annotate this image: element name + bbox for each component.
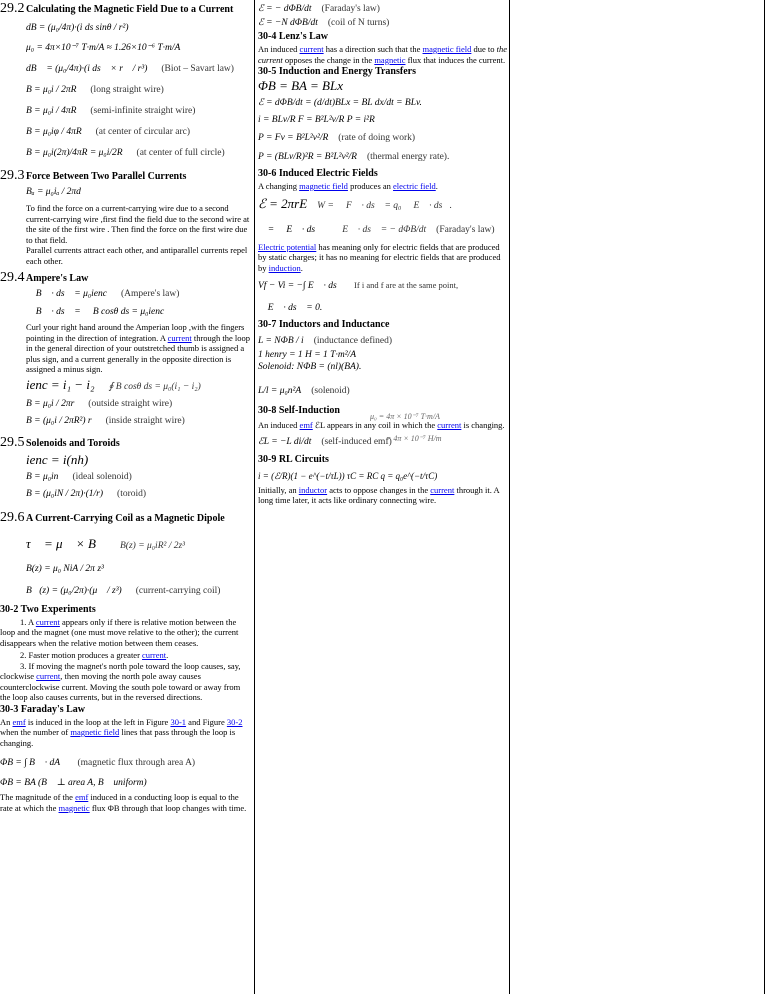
section-29-5-heading: [0, 435, 252, 451]
link-emf[interactable]: emf: [12, 716, 26, 727]
equation: B⃗(z) = (μ₀/2π)·(μ⃗ / z³) (current-carrying coil): [26, 585, 221, 596]
link-magnetic[interactable]: magnetic: [58, 802, 90, 813]
equation: Bₐ = μ₀iₐ / 2πd: [26, 187, 81, 197]
equation: ℰ = 2πrE W = ∮ F⃗ · ds⃗ = q₀ ∮ E⃗ · ds⃗.: [258, 195, 453, 211]
equation: ∮ B⃗ · ds⃗ = ∮ B cosθ ds = μ₀ienc: [26, 307, 165, 317]
link-current[interactable]: current: [299, 44, 324, 54]
section-30-6-heading: 30-6 Induced Electric Fields: [258, 168, 378, 179]
equation: P = Fv = B²L²v²/R (rate of doing work): [258, 133, 416, 143]
equation: dB⃗ = (μ₀/4π)·(i ds⃗ × r⃗ / r³) (Biot – Savart law): [26, 64, 234, 74]
equation: i = BLv/R F = B²L²v/R P = i²R: [258, 115, 375, 125]
equation: ∮ E⃗ · ds⃗ = 0.: [258, 303, 323, 313]
equation: ΦB = ∫ B⃗ · dA⃗ (magnetic flux through area A): [0, 758, 196, 768]
link-electric-field[interactable]: electric field: [393, 181, 436, 191]
link-inductor[interactable]: inductor: [298, 484, 328, 495]
equation: B(z) = μ₀ NiA / 2π z³: [26, 563, 104, 574]
equation: 1 henry = 1 H = 1 T·m²/A: [258, 350, 356, 360]
paragraph: An emf is induced in the loop at the left in Figure 30-1 and Figure 30-2 when the number of magnetic field lines that pass through the loop is changing.: [0, 716, 243, 748]
section-title: Calculating the Magnetic Field Due to a Current: [26, 4, 234, 15]
link-magnetic[interactable]: magnetic: [374, 54, 406, 65]
section-30-5-heading: 30-5 Induction and Energy Transfers: [258, 66, 416, 77]
section-30-4-heading: 30-4 Lenz's Law: [258, 31, 328, 42]
paragraph: Electric potential has meaning only for electric fields that are produced by static charges; it has no meaning for electric fields that are produced by induction.: [258, 241, 501, 273]
paragraph: 3. If moving the magnet's north pole toward the loop causes, say, clockwise current, then moving the north pole away causes counterclockwise current. Moving the south pole toward or away from the loop also causes currents, but in the reversed directions.: [0, 660, 241, 702]
section-30-9-heading: 30-9 RL Circuits: [258, 453, 329, 465]
link-electric-potential[interactable]: Electric potential: [258, 241, 317, 252]
equation: ∮ B⃗ · ds⃗ = μ₀ienc (Ampere's law): [26, 289, 180, 299]
link-magnetic-field[interactable]: magnetic field: [422, 44, 472, 54]
section-number: 29.6: [0, 509, 25, 525]
link-current[interactable]: current: [36, 671, 61, 681]
section-30-8-heading: 30-8 Self-Induction: [258, 405, 340, 416]
paragraph: An induced emf ℰL appears in any coil in which the current is changing.: [258, 420, 505, 430]
paragraph: Curl your right hand around the Amperian loop ,with the fingers pointing in the direction of integration. A current through the loop in the general direction of your outstretched thumb is assigned a plus sign, and a current generally in the opposite direction is assigned a minus sign.: [26, 322, 251, 374]
paragraph: To find the force on a current-carrying wire due to a second current-carrying wire ,first find the field due to the second wire at the site of the first wire . Then find the force on the first wire due to that field.: [26, 203, 250, 245]
paragraph: 2. Faster motion produces a greater current.: [20, 650, 169, 660]
side-note: = 4π × 10⁻⁷ H/m: [386, 434, 442, 443]
equation: i = (ℰ/R)(1 − e^(−t/τL)) τC = RC q = q₀e^(−t/τC): [258, 470, 438, 481]
section-number: 29.2: [0, 1, 25, 16]
left-column: [0, 0, 252, 813]
paragraph: A changing magnetic field produces an electric field.: [258, 181, 438, 191]
section-29-3-heading: [0, 168, 252, 184]
section-title: A Current-Carrying Coil as a Magnetic Dipole: [26, 512, 225, 524]
link-emf[interactable]: emf: [299, 420, 313, 430]
section-29-4-heading: [0, 270, 252, 286]
section-29-6-heading: [0, 510, 252, 526]
section-30-7-heading: 30-7 Inductors and Inductance: [258, 319, 390, 330]
link-current[interactable]: current: [35, 616, 60, 627]
equation: τ⃗ = μ⃗ × B⃗ B(z) = μ₀iR² / 2z³: [26, 535, 186, 551]
equation: B = (μ₀iN / 2π)·(1/r) (toroid): [26, 488, 147, 499]
equation: L/l = μ₀n²A (solenoid): [258, 386, 350, 396]
column-divider-right: [764, 0, 765, 994]
link-figure-30-1[interactable]: 30-1: [170, 716, 187, 727]
paragraph: An induced current has a direction such that the magnetic field due to the current opposes the change in the magnetic flux that induces the current.: [258, 44, 508, 65]
link-current[interactable]: current: [430, 484, 455, 495]
section-title: Solenoids and Toroids: [26, 437, 120, 449]
equation: ℰ = − dΦB/dt (Faraday's law): [258, 4, 380, 14]
equation: μ₀ = 4π×10⁻⁷ T·m/A ≈ 1.26×10⁻⁶ T·m/A: [26, 43, 181, 53]
section-30-2-heading: 30-2 Two Experiments: [0, 603, 96, 615]
equation: P = (BLv/R)²R = B²L²v²/R (thermal energy rate).: [258, 152, 450, 162]
column-divider-left: [254, 0, 255, 994]
equation: B = μ₀i / 4πR (semi-infinite straight wire): [26, 106, 196, 116]
section-30-3-heading: 30-3 Faraday's Law: [0, 703, 85, 715]
equation: ienc = i(nh): [26, 451, 89, 467]
side-note: μ₀ = 4π × 10⁻⁷ T·m/A: [370, 412, 440, 421]
equation: B = μ₀i(2π)/4πR = μ₀i/2R (at center of full circle): [26, 148, 225, 158]
link-figure-30-2[interactable]: 30-2: [226, 716, 243, 727]
equation: B = μ₀in (ideal solenoid): [26, 471, 132, 482]
paragraph: The magnitude of the emf induced in a conducting loop is equal to the rate at which the magnetic flux ΦB through that loop changes with time.: [0, 792, 247, 813]
paragraph: 1. A current appears only if there is relative motion between the loop and the magnet (one must move relative to the other); the current disappears when the relative motion between them ceases.: [0, 616, 239, 648]
equation: ΦB = BA = BLx: [258, 78, 343, 93]
equation: ienc = i₁ − i₂ ∮ B cosθ ds = μ₀(i₁ − i₂): [26, 376, 201, 392]
equation: ℰ = −N dΦB/dt (coil of N turns): [258, 18, 390, 28]
equation: dB = (μ₀/4π)·(i ds sinθ / r²): [26, 23, 129, 33]
section-number: 29.5: [0, 434, 25, 450]
equation: ℰ = ∮ E⃗ · ds⃗ ∮ E⃗ · ds⃗ = − dΦB/dt (Faraday's law): [258, 224, 495, 235]
section-title: Force Between Two Parallel Currents: [26, 171, 187, 182]
equation: Solenoid: NΦB = (nl)(BA).: [258, 362, 362, 372]
paragraph: Parallel currents attract each other, and antiparallel currents repel each other.: [26, 245, 248, 266]
section-29-2-equations: [0, 18, 252, 164]
link-magnetic-field[interactable]: magnetic field: [70, 727, 120, 737]
link-induction[interactable]: induction: [268, 262, 301, 273]
link-current[interactable]: current: [167, 332, 192, 343]
section-title: Ampere's Law: [26, 273, 89, 284]
link-current[interactable]: current: [437, 420, 462, 430]
paragraph: Initially, an inductor acts to oppose changes in the current through it. A long time later, it acts like ordinary connecting wire.: [258, 484, 500, 505]
equation: B = (μ₀i / 2πR²) r (inside straight wire): [26, 415, 185, 426]
equation: L = NΦB / i (inductance defined): [258, 336, 393, 346]
equation: Vf − Vi = −∫ E⃗ · ds⃗ If i and f are at the same point,: [258, 280, 459, 291]
equation: ΦB = BA (B⃗ ⊥ area A, B⃗ uniform): [0, 778, 147, 788]
section-29-2-heading: [0, 1, 252, 17]
section-number: 29.4: [0, 270, 25, 285]
link-emf[interactable]: emf: [75, 792, 89, 802]
section-number: 29.3: [0, 168, 25, 183]
right-column: [258, 0, 508, 506]
link-magnetic-field[interactable]: magnetic field: [299, 181, 348, 191]
equation: ℰL = −L di/dt (self-induced emf): [258, 436, 392, 447]
equation: B = μ₀i / 2πR (long straight wire): [26, 85, 164, 95]
link-current[interactable]: current: [142, 650, 167, 660]
equation: B = μ₀i / 2πr (outside straight wire): [26, 398, 173, 409]
equation: ℰ = dΦB/dt = (d/dt)BLx = BL dx/dt = BLv.: [258, 98, 422, 108]
column-divider-middle: [509, 0, 510, 994]
equation: B = μ₀iφ / 4πR (at center of circular arc): [26, 127, 191, 137]
